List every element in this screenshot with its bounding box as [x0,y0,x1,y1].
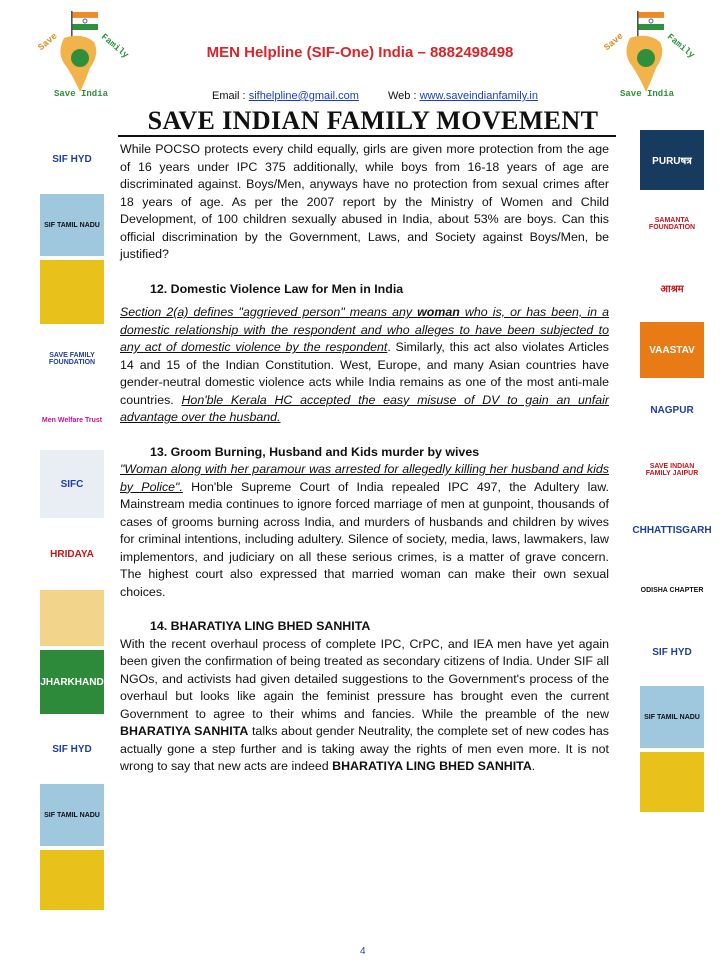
men-welfare-trust-logo [40,394,104,446]
web-block [388,90,538,102]
section-13-paragraph [120,461,609,601]
page-number: 4 [360,946,366,957]
section-13-body: Hon'ble Supreme Court of India repealed IPC 497, the Adultery law. Mainstream media continues to ignore forced marriage of men at gunpoint, thousands of cases of grooms burning across India, and murders of husbands and children by wives for criminal intentions, including adultery. Silence of society, media, laws, lawmakers, law implementors, and judiciary on all these serious crimes, is a matter of grave concern. The highest court also expressed that married woman can make their own sexual choices. [120,479,609,599]
page-title: SAVE INDIAN FAMILY MOVEMENT [147,106,599,135]
section-12-paragraph [120,304,609,427]
sif-hyd-logo-r-label: SIF HYD [652,646,692,658]
sif-jaipur-logo-label: SAVE INDIAN FAMILY JAIPUR [645,463,699,477]
save-family-foundation-logo-label: SAVE FAMILY FOUNDATION [48,352,96,366]
section-14-body-b: talks about gender Neutrality, the complete set of new codes has actually gone a step further and is taking away the rights of men even more. It is not wrong to say that new acts are indeed [120,724,609,773]
save-family-foundation-logo [40,328,104,390]
geo-nagpur-logo [640,382,704,438]
web-link[interactable]: www.saveindianfamily.in [419,90,538,102]
svg-text:Save: Save [36,31,60,53]
save-indian-family-logo [34,8,131,100]
sif-tamil-nadu-logo-r [640,686,704,748]
email-label: Email : [212,90,249,102]
svg-text:Save India: Save India [54,89,109,99]
svg-text:Save India: Save India [620,89,675,99]
section-14-paragraph [120,636,609,776]
svg-text:Family: Family [665,32,697,61]
ling-bhed-sanhita-bold: BHARATIYA LING BHED SANHITA [332,759,532,773]
section-13-heading: 13. Groom Burning, Husband and Kids murder by wives [150,444,480,459]
dv-definition-woman: woman [417,305,460,319]
hridaya-logo [40,522,104,586]
email-link[interactable]: sifhelpline@gmail.com [248,90,359,102]
odisha-chapter-logo-label: ODISHA CHAPTER [640,586,704,594]
right-logo-column [632,130,712,816]
svg-text:Family: Family [99,32,131,61]
sif-tamil-nadu-logo-2 [40,784,104,846]
title-underline [118,135,616,137]
geo-nagpur-logo-label: NAGPUR [650,404,694,416]
sif-hyd-logo-label: SIF HYD [52,153,92,165]
save-family-harmony-logo [40,590,104,646]
paramour-quote: "Woman along with her paramour was arrested for allegedly killing her husband and kids by Police". [120,462,609,494]
sif-tamil-nadu-logo-2-label: SIF TAMIL NADU [44,811,100,819]
chhattisgarh-logo [632,502,712,558]
helpline-banner: MEN Helpline (SIF-One) India – 8882498498 [206,44,514,61]
dv-definition-quote-a: Section 2(a) defines "aggrieved person" means any [120,305,418,319]
sif-tamil-nadu-logo-r-label: SIF TAMIL NADU [644,713,700,721]
sif-tamil-nadu-logo-label: SIF TAMIL NADU [44,221,100,229]
section-14-body-c: . [531,759,536,773]
section-14-heading: 14. BHARATIYA LING BHED SANHITA [150,619,371,633]
ashram-logo [640,258,704,318]
sif-hyd-logo-r [640,622,704,682]
main-content [120,141,609,776]
sif-jaipur-logo [640,442,704,498]
section-12-body: . Similarly, this act also violates Articles 14 and 15 of the Indian Constitution. West, Europe, and many Asian countries have gender-neutral domestic violence acts while India remains as one of the most anti-male countries. [120,340,609,407]
sifc-logo [40,450,104,518]
samanta-foundation-logo [640,194,704,254]
intro-paragraph: While POCSO protects every child equally, girls are given more protection from the age of 16 years under IPC 375 additionally, while boys from 16-18 years of age are discriminated against. Boys/Men, anyways have no protection from sexual crimes after 18 years of age. As per the 2007 report by the Ministry of Women and Child Development, of 100 children sexually abused in India, about 53% are boys. Can this official discrimination by the Government, Laws, and Society against Boys/Men, be justified? [120,142,609,261]
purushatra-logo-label: PURUषत्र [652,156,692,167]
sifc-logo-label: SIFC [60,478,84,490]
sif-jharkhand-logo-label: JHARKHAND [40,676,104,688]
samanta-foundation-logo-label: SAMANTA FOUNDATION [648,217,696,231]
sif-karnataka-logo [40,260,104,324]
odisha-chapter-logo [640,562,704,618]
left-logo-column [40,128,112,914]
section-14-body-a: With the recent overhaul process of complete IPC, CrPC, and IEA men have yet again been given the confirmation of being treated as secondary citizens of India. Under SIF all NGOs, and activists had given detailed suggestions to the Government's process of the overhaul but looks like again the feminist pressure has brought even the current Government to agree to their whims and fancies. While the preamble of the new [120,636,609,721]
save-indian-family-logo-right [600,8,697,100]
section-12-heading: 12. Domestic Violence Law for Men in India [150,281,404,296]
sif-hyd-logo [40,128,104,190]
email-block [212,90,359,102]
dv-definition-quote-b: who is, or has been, in a domestic relationship with the respondent and who alleges to have been subjected to any act of domestic violence by the respondent [120,305,609,354]
vaastav-logo-label: VAASTAV [649,344,695,356]
web-label: Web : [388,90,420,102]
svg-text:Save: Save [602,31,626,53]
sif-hyd-logo-2 [40,718,104,780]
sif-tamil-nadu-logo [40,194,104,256]
men-welfare-trust-logo-label: Men Welfare Trust [41,416,103,424]
sif-karnataka-logo-2 [40,850,104,910]
chhattisgarh-logo-label: CHHATTISGARH [632,524,712,536]
vaastav-logo [640,322,704,378]
kerala-hc-note: Hon'ble Kerala HC accepted the easy misuse of DV to gain an unfair advantage over the husband. [120,392,609,424]
sif-hyd-logo-2-label: SIF HYD [52,743,92,755]
sif-jharkhand-logo [40,650,104,714]
hridaya-logo-label: HRIDAYA [50,548,94,560]
bharatiya-sanhita-bold: BHARATIYA SANHITA [120,724,249,738]
ashram-logo-label: आश्रम [660,284,684,295]
sif-karnataka-logo-r [640,752,704,812]
purushatra-logo [640,130,704,190]
